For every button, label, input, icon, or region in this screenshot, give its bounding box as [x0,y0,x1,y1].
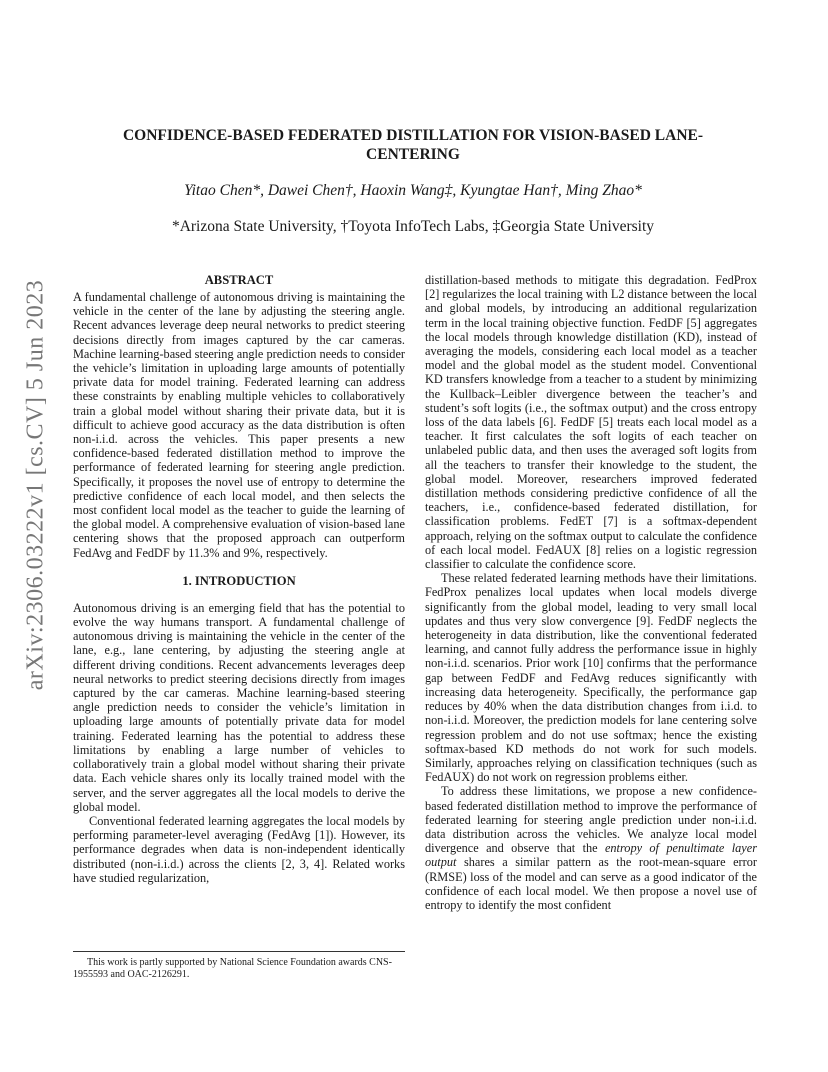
right-column [425,273,757,912]
intro-paragraph-5-emphasis: entropy of penultimate layer output [425,841,758,870]
paper-authors: Yitao Chen*, Dawei Chen†, Haoxin Wang‡, Kyungtae Han†, Ming Zhao* [184,182,642,199]
paper-affiliations: *Arizona State University, †Toyota InfoTech Labs, ‡Georgia State University [171,218,655,235]
intro-paragraph-5-start: To address these limitations, we propose a new confidence-based federated distillation method to improve the performance of federated learning for steering angle prediction under non-i.i.d. data distribution across the vehicles. We analyze local model divergence and observe that the [425,784,757,856]
paper-title: CONFIDENCE-BASED FEDERATED DISTILLATION FOR VISION-BASED LANE-CENTERING [122,127,704,163]
abstract-heading: ABSTRACT [204,273,274,287]
footnote [73,951,405,980]
intro-paragraph-4: These related federated learning methods have their limitations. FedProx penalizes local updates when local models diverge significantly from the global model, leading to very small local updates and thus very slow convergence [9]. FedDF neglects the heterogeneity in data distribution, like the conventional federated learning, and cannot fully address the performance issue in highly non-i.i.d. scenarios. Prior work [10] confirms that the performance gap between FedDF and FedAvg reduces significantly with increasing data heterogeneity. Specifically, the performance gap reduces by 40% when the data distribution changes from i.i.d. to non-i.i.d. Moreover, the prediction models for lane centering solve regression problem and do not use softmax; hence the existing softmax-based KD methods do not work for such models. Similarly, approaches relying on classification techniques (such as FedAUX) do not work on regression problems either. [425,571,757,785]
arxiv-stamp [22,279,49,691]
intro-paragraph-5 [425,784,757,912]
introduction-heading: 1. INTRODUCTION [182,573,296,588]
footnote-text: This work is partly supported by National Science Foundation awards CNS-1955593 and OAC-2126291. [73,957,392,980]
intro-paragraph-5-end: shares a similar pattern as the root-mean-square error (RMSE) loss of the model and can serve as a good indicator of the confidence of each local model. We then propose a novel use of entropy to identify the most confident [425,855,757,912]
intro-paragraph-2: Conventional federated learning aggregates the local models by performing parameter-level averaging (FedAvg [1]). However, its performance degrades when data is non-independent identically distributed (non-i.i.d.) across the clients [2, 3, 4]. Related works have studied regularization, [73,813,405,885]
arxiv-stamp-text: arXiv:2306.03222v1 [cs.CV] 5 Jun 2023 [22,279,49,691]
intro-paragraph-1: Autonomous driving is an emerging field that has the potential to evolve the way humans transport. A fundamental challenge of autonomous driving is maintaining the vehicle in the center of the lane, e.g., lane centering, by adjusting the steering angle at different driving conditions. Recent advancements leverages deep neural networks to predict steering decisions directly from images captured by the car cameras. Machine learning-based steering angle prediction needs to consider the vehicle’s limitation in uploading large amounts of potentially private data for model training. Federated learning has the potential to address these limitations by enabling a large number of vehicles to collaboratively train a global model without sharing their private data. Each vehicle shares only its locally trained model with the server, and the server aggregates all the local models to derive the global model. [73,600,405,814]
abstract-text: A fundamental challenge of autonomous driving is maintaining the vehicle in the center of the lane by adjusting the steering angle. Recent advances leverage deep neural networks to predict steering decisions directly from images captured by the car cameras. Machine learning-based steering angle prediction needs to consider the vehicle’s limitation in uploading large amounts of potentially private data for model training. Federated learning can address these constraints by enabling multiple vehicles to collaboratively train a global model without sharing their private data, but it is difficult to achieve good accuracy as the data distribution is often non-i.i.d. across the vehicles. This paper presents a new confidence-based federated distillation method to improve the performance of federated learning for steering angle prediction. Specifically, it proposes the novel use of entropy to determine the predictive confidence of each local model, and then selects the most confident local model as the teacher to guide the learning of the global model. A comprehensive evaluation of vision-based lane centering shows that the proposed approach can outperform FedAvg and FedDF by 11.3% and 9%, respectively. [73,290,405,560]
intro-paragraph-3: distillation-based methods to mitigate this degradation. FedProx [2] regularizes the local training with L2 distance between the local and global models, by introducing an additional regularization term in the local training objective function. FedDF [5] aggregates the local models through knowledge distillation (KD), instead of averaging the models, considering each local model as a teacher model and the global model as the student model. Conventional KD transfers knowledge from a teacher to a student by minimizing the Kullback–Leibler divergence between the teacher’s and student’s soft logits (i.e., the softmax output) and the cross entropy loss of the data labels [6]. FedDF [5] treats each local model as a teacher. It first calculates the soft logits of each teacher on unlabeled public data, and then uses the averaged soft logits from all the teachers to transfer their knowledge to the student, the global model. Moreover, researchers improved federated distillation methods considering predictive confidence of all the teachers, i.e., confidence-based federated distillation, for classification problems. FedET [7] is a softmax-dependent approach, relying on the softmax output to calculate the confidence of each local model. FedAUX [8] relies on a logistic regression classifier to calculate the confidence score. [425,273,757,572]
left-column [73,273,405,885]
